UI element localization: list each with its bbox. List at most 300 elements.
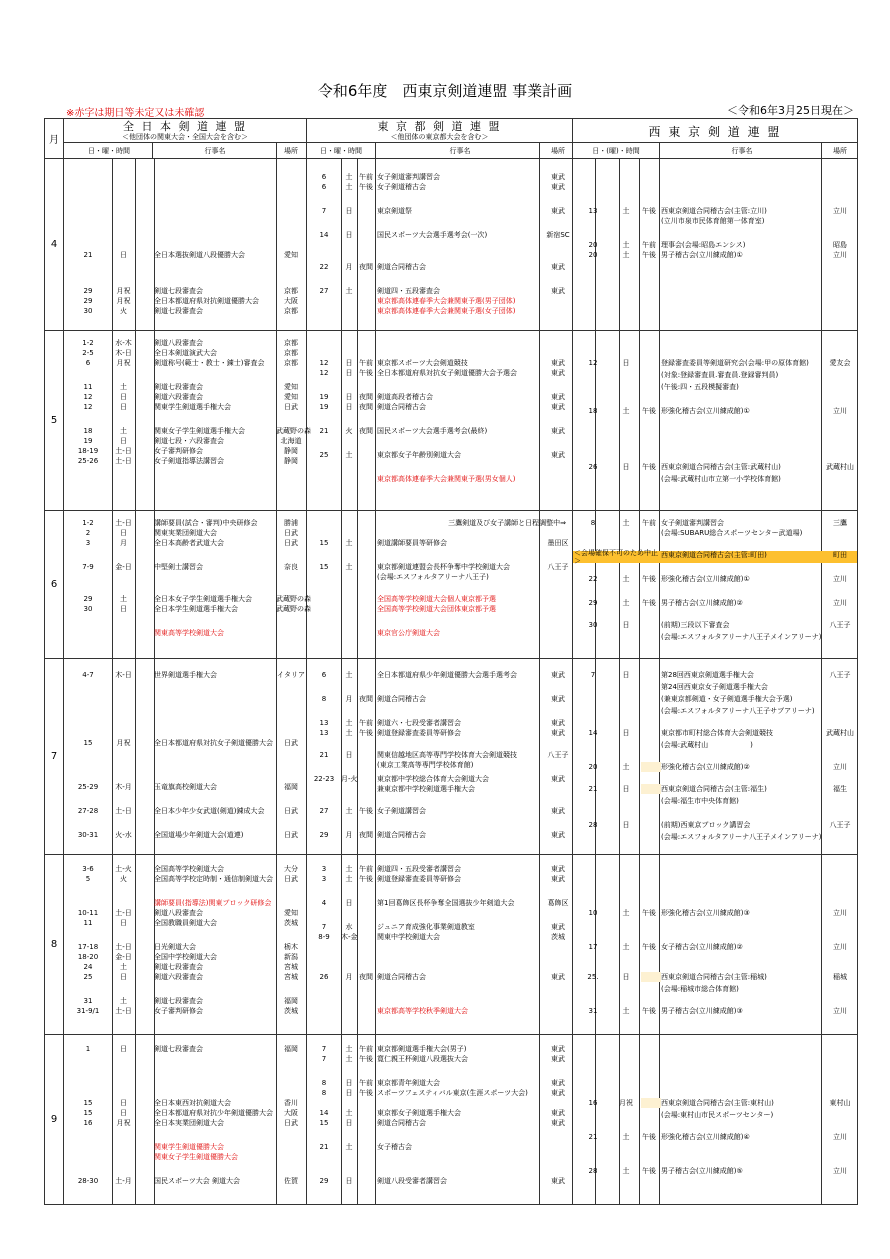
event-place: 東武: [551, 831, 565, 839]
event-place: 立川: [833, 763, 847, 771]
event-name: 形強化稽古会(立川練成館)③: [661, 909, 750, 917]
as-of-date: ＜令和6年3月25日現在＞: [727, 104, 854, 117]
event-name: 形強化稽古会(立川練成館)①: [661, 407, 750, 415]
event-weekday: 土: [345, 563, 353, 571]
event-place: 稲城: [833, 973, 847, 981]
section-header-all-japan: 全 日 本 剣 道 連 盟 ＜他団体の関東大会・全国大会を含む＞: [64, 119, 307, 143]
event-time: 午前: [642, 241, 656, 249]
event-place: 八王子: [547, 751, 569, 759]
event-name: 兼東京都中学校剣道選手権大会: [377, 785, 475, 793]
event-name: 剣道七段審査会: [154, 307, 203, 315]
event-place: 東武: [551, 263, 565, 271]
event-day: 20: [588, 241, 598, 249]
event-place: 東武: [551, 729, 565, 737]
event-name: 剣道合同稽古会: [377, 403, 426, 411]
event-row: [307, 307, 572, 325]
month-header: 月: [45, 119, 64, 159]
event-time: 午後: [359, 729, 373, 737]
event-time: 午後: [642, 1167, 656, 1175]
event-name: 剣道講師要員等研修会: [377, 539, 447, 547]
event-name: 剣道六段審査会: [154, 973, 203, 981]
event-day: 22-23: [313, 775, 335, 783]
event-name: (会場:福生市中央体育館): [661, 797, 739, 805]
event-name: 国民スポーツ大会選手選考会(一次): [377, 231, 488, 239]
event-weekday: 土-火: [115, 865, 132, 873]
event-day: 14: [319, 1109, 329, 1117]
event-name: 東京都女子剣道選手権大会: [377, 1109, 461, 1117]
date-column-header: 日・曜・時間: [88, 147, 130, 155]
event-weekday: 土: [622, 519, 630, 527]
event-name: 形強化稽古会(立川練成館)①: [661, 575, 750, 583]
event-day: 12: [319, 369, 329, 377]
event-place: 武蔵村山: [826, 463, 854, 471]
event-weekday: 土: [120, 595, 127, 603]
event-weekday: 木-月: [115, 783, 132, 791]
event-place: 東武: [551, 369, 565, 377]
event-weekday: 日: [345, 393, 353, 401]
event-name: 剣道合同稽古会: [377, 1119, 426, 1127]
event-place: 東武: [551, 775, 565, 783]
event-place: 栃木: [284, 943, 298, 951]
event-weekday: 金-日: [115, 953, 132, 961]
event-place: 東武: [551, 1177, 565, 1185]
event-time: 夜間: [359, 403, 373, 411]
event-day: 16: [588, 1099, 598, 1107]
event-day: 26: [319, 973, 329, 981]
event-place: 立川: [833, 407, 847, 415]
event-time: 午後: [359, 807, 373, 815]
event-weekday: 土-日: [115, 519, 132, 527]
event-name: 全日本学生剣道選手権大会: [154, 605, 238, 613]
event-weekday: 土: [622, 1007, 630, 1015]
event-place: 武蔵野の森: [276, 605, 311, 613]
event-name: 国民スポーツ大会 剣道大会: [154, 1177, 240, 1185]
event-row: [573, 985, 857, 1003]
month-cell: 8: [45, 855, 64, 1035]
event-place: 東武: [551, 173, 565, 181]
event-place: 立川: [833, 1167, 847, 1175]
event-row: [307, 629, 572, 647]
event-weekday: 月: [345, 831, 353, 839]
event-row: [573, 1133, 857, 1151]
event-time: 午後: [359, 875, 373, 883]
event-place: 静岡: [284, 447, 298, 455]
event-weekday: 月祝: [116, 1119, 131, 1127]
event-name: 形強化稽古会(立川練成館)④: [661, 1133, 750, 1141]
event-name: 東京都市町村総合体育大会剣道競技: [661, 729, 773, 737]
event-weekday: 土: [345, 875, 353, 883]
event-name: 全日本少年少女武道(剣道)錬成大会: [154, 807, 265, 815]
event-weekday: 日: [120, 1045, 127, 1053]
section-cell-s3: [573, 855, 858, 1035]
event-day: 7: [321, 1055, 327, 1063]
event-name: 関東信越地区高等専門学校体育大会剣道競技: [377, 751, 517, 759]
event-day: 29: [83, 595, 93, 603]
place-column-header: 場所: [284, 147, 298, 155]
event-time: 午後: [642, 575, 656, 583]
event-day: 10-11: [77, 909, 99, 917]
event-time: 午前: [359, 1045, 373, 1053]
event-weekday: 日: [345, 1119, 353, 1127]
event-weekday: 日: [345, 207, 353, 215]
event-weekday: 土: [345, 671, 353, 679]
event-time: 午後: [642, 1133, 656, 1141]
event-place: 八王子: [829, 621, 851, 629]
event-row: [307, 875, 572, 893]
event-day: 25: [319, 451, 329, 459]
event-name: (会場:SUBARU総合スポーツセンター武道場): [661, 529, 803, 537]
section-cell-s1: [64, 659, 307, 855]
event-name: 全日本東西対抗剣道大会: [154, 1099, 231, 1107]
event-weekday: 日: [345, 231, 353, 239]
event-name: (会場:稲城市総合体育館): [661, 985, 739, 993]
event-row: [64, 671, 306, 689]
event-name: (前期)西東京ブロック講習会: [661, 821, 751, 829]
event-place: 茨城: [284, 919, 298, 927]
event-weekday: 土-日: [115, 909, 132, 917]
event-day: 13: [319, 719, 329, 727]
event-day: 13: [588, 207, 598, 215]
event-time: 夜間: [359, 427, 373, 435]
event-place: 京都: [284, 287, 298, 295]
event-place: 茨城: [551, 933, 565, 941]
event-weekday: 日: [120, 437, 127, 445]
event-row: [64, 875, 306, 893]
event-name: 剣道六段審査会: [154, 393, 203, 401]
event-row: [573, 529, 857, 547]
event-row: [307, 973, 572, 991]
event-weekday: 日: [622, 821, 630, 829]
event-weekday: 月祝: [116, 359, 131, 367]
event-weekday: 日: [120, 251, 127, 259]
event-name: 女子審判研修会: [154, 447, 203, 455]
event-name: (会場:エスフォルタアリーナ八王子メインアリーナ): [661, 833, 822, 841]
event-row: [307, 899, 572, 917]
event-name: 男子稽古会(立川練成館)①: [661, 251, 743, 259]
event-weekday: 日: [120, 1099, 127, 1107]
event-day: 12: [83, 393, 93, 401]
event-weekday: 土: [345, 807, 353, 815]
event-weekday: 土: [345, 539, 353, 547]
event-row: [307, 263, 572, 281]
event-place: 立川: [833, 207, 847, 215]
event-place: 大阪: [284, 1109, 298, 1117]
event-weekday: 日: [120, 919, 127, 927]
event-name: 剣道七段審査会: [154, 997, 203, 1005]
event-day: 15: [83, 739, 93, 747]
event-weekday: 日: [120, 973, 127, 981]
event-name: 剣道七段審査会: [154, 287, 203, 295]
event-name: 全日本都道府県対抗女子剣道優勝大会予選会: [377, 369, 517, 377]
event-row: [573, 407, 857, 425]
event-time: 午後: [642, 599, 656, 607]
event-weekday: 日: [622, 671, 630, 679]
event-weekday: 火: [345, 427, 353, 435]
event-name: 全日本都道府県対抗女子剣道優勝大会: [154, 739, 273, 747]
event-place: 愛知: [284, 393, 298, 401]
event-weekday: 日: [120, 1109, 127, 1117]
event-place: 茨城: [284, 1007, 298, 1015]
event-name: 東京都高等学校秋季剣道大会: [377, 1007, 468, 1015]
event-name: 男子稽古会(立川練成館)③: [661, 1007, 743, 1015]
event-name: (東京工業高等専門学校体育館): [377, 761, 474, 769]
event-column-header: 行事名: [204, 147, 226, 155]
event-weekday: 土: [622, 407, 630, 415]
event-name: 日光剣道大会: [154, 943, 196, 951]
event-place: 立川: [833, 599, 847, 607]
section-cell-s2: [307, 331, 573, 511]
section-cell-s3: [573, 659, 858, 855]
event-weekday: 金-日: [115, 563, 132, 571]
event-name: (会場:東村山市民スポーツセンター): [661, 1111, 774, 1119]
event-day: 21: [319, 751, 329, 759]
event-name: 剣道称号(範士・教士・錬士)審査会: [154, 359, 265, 367]
place-column-header: 場所: [551, 147, 565, 155]
event-name: (会場:エスフォルタアリーナ八王子サブアリーナ): [661, 707, 815, 715]
event-row: [573, 741, 857, 759]
event-place: 東武: [551, 1079, 565, 1087]
event-day: 11: [83, 919, 93, 927]
event-place: 武蔵村山: [826, 729, 854, 737]
event-place: 東武: [551, 695, 565, 703]
event-day: 29: [83, 287, 93, 295]
event-row: [64, 605, 311, 623]
event-weekday: 日: [622, 463, 630, 471]
event-name: 第28回西東京剣道選手権大会: [661, 671, 754, 679]
event-weekday: 日: [345, 1079, 353, 1087]
event-day: 12: [83, 403, 93, 411]
event-weekday: 土: [120, 997, 127, 1005]
event-place: 立川: [833, 943, 847, 951]
event-row: [307, 403, 572, 421]
event-name: 全国高等学校剣道大会団体東京都予選: [377, 605, 496, 613]
event-weekday: 土: [345, 173, 353, 181]
event-weekday: 土-月: [115, 1177, 132, 1185]
event-day: 28-30: [77, 1177, 99, 1185]
event-day: 8: [321, 695, 327, 703]
event-weekday: 月祝: [116, 739, 131, 747]
event-day: 31: [83, 997, 93, 1005]
event-weekday: 土-日: [115, 1007, 132, 1015]
event-row: [307, 1055, 572, 1073]
event-weekday: 土: [345, 183, 353, 191]
event-time: 午前: [359, 173, 373, 181]
event-weekday: 土: [345, 1045, 353, 1053]
event-name: 剣道七段審査会: [154, 1045, 203, 1053]
event-day: 7: [590, 671, 596, 679]
event-place: 日武: [284, 1119, 298, 1127]
section-cell-s1: [64, 331, 311, 511]
event-weekday: 土: [622, 763, 630, 771]
event-weekday: 土: [120, 963, 127, 971]
event-day: 19: [319, 403, 329, 411]
event-day: 25.: [587, 973, 599, 981]
event-name: (兼東京都剣道・女子剣道選手権大会予選): [661, 695, 793, 703]
event-place: 静岡: [284, 457, 298, 465]
event-name: 関東女子学生剣道選手権大会: [154, 427, 245, 435]
event-row: [307, 1119, 572, 1137]
section-cell-s1: [64, 511, 311, 659]
event-name: 中堅剣士講習会: [154, 563, 203, 571]
month-cell: 5: [45, 331, 64, 511]
event-day: 28: [588, 1167, 598, 1175]
event-time: 午前: [359, 719, 373, 727]
event-row: [64, 807, 306, 825]
event-place: 宮城: [284, 963, 298, 971]
event-weekday: 火: [120, 307, 127, 315]
event-place: 東武: [551, 719, 565, 727]
event-day: 6: [85, 359, 91, 367]
event-row: [307, 785, 572, 803]
event-name: 関東高等学校剣道大会: [154, 629, 224, 637]
event-row: [64, 1045, 306, 1063]
event-name: 女子審判研修会: [154, 1007, 203, 1015]
event-name: 東京都中学校総合体育大会剣道大会: [377, 775, 489, 783]
event-name: (会場:武蔵村山 ): [661, 741, 753, 749]
event-day: 20: [588, 251, 598, 259]
event-day: 15: [319, 563, 329, 571]
event-row: [573, 707, 857, 725]
event-name: 剣道七段審査会: [154, 963, 203, 971]
event-time: 夜間: [359, 393, 373, 401]
event-place: 八王子: [829, 821, 851, 829]
event-name: 剣道八段受審者講習会: [377, 1177, 447, 1185]
event-place: 三鷹: [833, 519, 847, 527]
event-row: [307, 427, 572, 445]
event-name: 全日本都道府県少年剣道優勝大会選手選考会: [377, 671, 517, 679]
event-place: 愛友会: [829, 359, 851, 367]
event-row: [307, 183, 572, 201]
event-place: 八王子: [829, 671, 851, 679]
event-name: 全日本女子学生剣道選手権大会: [154, 595, 252, 603]
event-name: 形強化稽古会(立川練成館)②: [661, 763, 750, 771]
event-row: [307, 539, 572, 557]
event-place: 東武: [551, 403, 565, 411]
event-name: 全国教職員剣道大会: [154, 919, 217, 927]
event-weekday: 日: [120, 403, 127, 411]
event-name: 全日本都道府県対抗少年剣道優勝大会: [154, 1109, 273, 1117]
event-place: イタリア: [277, 671, 305, 679]
event-weekday: 土: [622, 251, 630, 259]
event-day: 30: [83, 605, 93, 613]
event-place: 日武: [284, 739, 298, 747]
event-row: [64, 973, 306, 991]
event-weekday: 土: [345, 1143, 353, 1151]
event-day: 24: [83, 963, 93, 971]
event-day: 29: [319, 831, 329, 839]
event-weekday: 日: [622, 973, 630, 981]
event-weekday: 土-日: [115, 807, 132, 815]
column-headers-nishi-tokyo: [573, 143, 858, 159]
section-cell-s1: [64, 159, 307, 331]
event-weekday: 火: [120, 875, 127, 883]
event-name: 東京都女子年齢別剣道大会: [377, 451, 461, 459]
month-cell: 7: [45, 659, 64, 855]
event-weekday: 土: [622, 599, 630, 607]
event-weekday: 日: [120, 393, 127, 401]
event-place: 立川: [833, 1007, 847, 1015]
event-row: [307, 671, 572, 689]
event-name: 剣道高段者稽古会: [377, 393, 433, 401]
event-time: 午後: [359, 183, 373, 191]
event-place: 東武: [551, 1055, 565, 1063]
event-day: 12: [319, 359, 329, 367]
event-name: 剣道七段・六段審査会: [154, 437, 224, 445]
event-place: 日武: [284, 539, 298, 547]
event-place: 立川: [833, 1133, 847, 1141]
event-weekday: 日: [120, 605, 127, 613]
event-day: 31-9/1: [76, 1007, 100, 1015]
event-weekday: 日: [120, 529, 127, 537]
event-place: 立川: [833, 575, 847, 583]
event-name: 剣道七段審査会: [154, 383, 203, 391]
event-place: 佐賀: [284, 1177, 298, 1185]
event-row: [573, 217, 857, 235]
event-day: 17-18: [77, 943, 99, 951]
event-day: 19: [319, 393, 329, 401]
event-place: 京都: [284, 359, 298, 367]
event-place: 大分: [284, 865, 298, 873]
event-row: [64, 739, 306, 757]
event-row: [307, 231, 572, 249]
event-row: [573, 383, 857, 401]
event-time: 午後: [642, 407, 656, 415]
event-place: 昭島: [833, 241, 847, 249]
event-day: 1: [85, 1045, 91, 1053]
event-day: 27: [319, 807, 329, 815]
event-time: 夜間: [359, 973, 373, 981]
event-weekday: 日: [622, 359, 630, 367]
cancel-note: ＜会場確保不可のため中止＞: [574, 549, 658, 565]
event-day: 13: [319, 729, 329, 737]
event-place: 東武: [551, 1089, 565, 1097]
event-row: [573, 475, 857, 493]
event-weekday: 土: [622, 909, 630, 917]
event-row: [307, 369, 572, 387]
event-row: [307, 729, 572, 747]
event-day: 6: [321, 173, 327, 181]
event-place: 北海道: [280, 437, 302, 445]
event-row: [307, 451, 572, 469]
event-weekday: 木-日: [115, 349, 132, 357]
event-place: 東武: [551, 875, 565, 883]
event-row: [64, 1007, 306, 1025]
event-day: 27-28: [77, 807, 99, 815]
section-cell-s3: [573, 331, 858, 511]
section-cell-s2: [307, 159, 573, 331]
event-row: [307, 695, 572, 713]
event-row: [64, 1119, 306, 1137]
event-place: 東武: [551, 923, 565, 931]
event-day: 6: [321, 671, 327, 679]
place-column-header: 場所: [833, 147, 847, 155]
event-name: (会場:武蔵村山市立第一小学校体育館): [661, 475, 781, 483]
event-day: 30: [83, 307, 93, 315]
event-name: 女子剣道指導法講習会: [154, 457, 224, 465]
month-cell: 6: [45, 511, 64, 659]
event-day: 22: [319, 263, 329, 271]
event-row: [64, 919, 306, 937]
event-day: 29: [83, 297, 93, 305]
event-weekday: 土: [622, 241, 630, 249]
event-weekday: 月: [120, 539, 127, 547]
event-weekday: 土: [345, 729, 353, 737]
event-weekday: 土: [345, 287, 353, 295]
event-name: 全国道場少年剣道大会(道連): [154, 831, 244, 839]
event-name: 女子剣道講習会: [377, 807, 426, 815]
event-name: 西東京剣道合同稽古会(主管:東村山): [661, 1099, 774, 1107]
section-cell-s2: [307, 511, 573, 659]
